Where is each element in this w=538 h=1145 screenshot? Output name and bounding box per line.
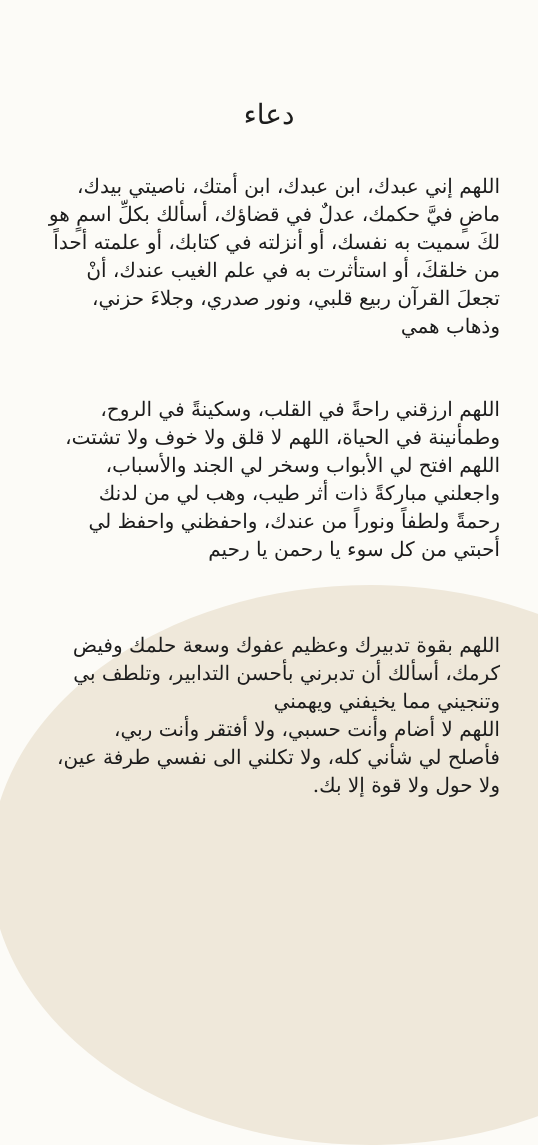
text-line: لكَ سميت به نفسك، أو أنزلته في كتابك، أو علمته أحداً [53,230,500,254]
prayer-paragraph-2 [32,395,500,563]
text-line: وتنجيني مما يخيفني ويهمني [273,689,500,713]
text-line: من خلقكَ، أو استأثرت به في علم الغيب عندك، أنْ [86,258,500,282]
text-line: اللهم ارزقني راحةً في القلب، وسكينةً في الروح، [100,397,500,421]
text-line: اللهم إني عبدك، ابن عبدك، ابن أمتك، ناصيتي بيدك، [77,174,500,198]
text-line: فأصلح لي شأني كله، ولا تكلني الى نفسي طرفة عين، [57,745,500,769]
prayer-paragraph-3 [32,631,500,799]
text-line: وطمأنينة في الحياة، اللهم لا قلق ولا خوف ولا تشتت، [65,425,500,449]
text-line: وذهاب همي [400,314,500,338]
text-line: واجعلني مباركةً ذات أثر طيب، وهب لي من لدنك [98,481,500,505]
text-line: اللهم افتح لي الأبواب وسخر لي الجند والأسباب، [105,453,500,477]
text-line: ولا حول ولا قوة إلا بك. [312,773,500,797]
text-line: ماضٍ فيَّ حكمك، عدلٌ في قضاؤك، أسألك بكلِّ اسمٍ هو [48,202,500,226]
prayer-paragraph-1 [32,172,500,340]
text-line: اللهم لا أضام وأنت حسبي، ولا أفتقر وأنت ربي، [113,717,500,741]
text-line: تجعلَ القرآن ربيع قلبي، ونور صدري، وجلاءَ حزني، [92,286,500,310]
text-line: رحمةً ولطفاً ونوراً من عندك، واحفظني واحفظ لي [88,509,500,533]
text-line: أحبتي من كل سوء يا رحمن يا رحيم [208,537,500,561]
text-line: كرمك، أسألك أن تدبرني بأحسن التدابير، وتلطف بي [73,661,500,685]
text-line: اللهم بقوة تدبيرك وعظيم عفوك وسعة حلمك وفيض [72,633,500,657]
page-title: دعاء [243,98,295,131]
